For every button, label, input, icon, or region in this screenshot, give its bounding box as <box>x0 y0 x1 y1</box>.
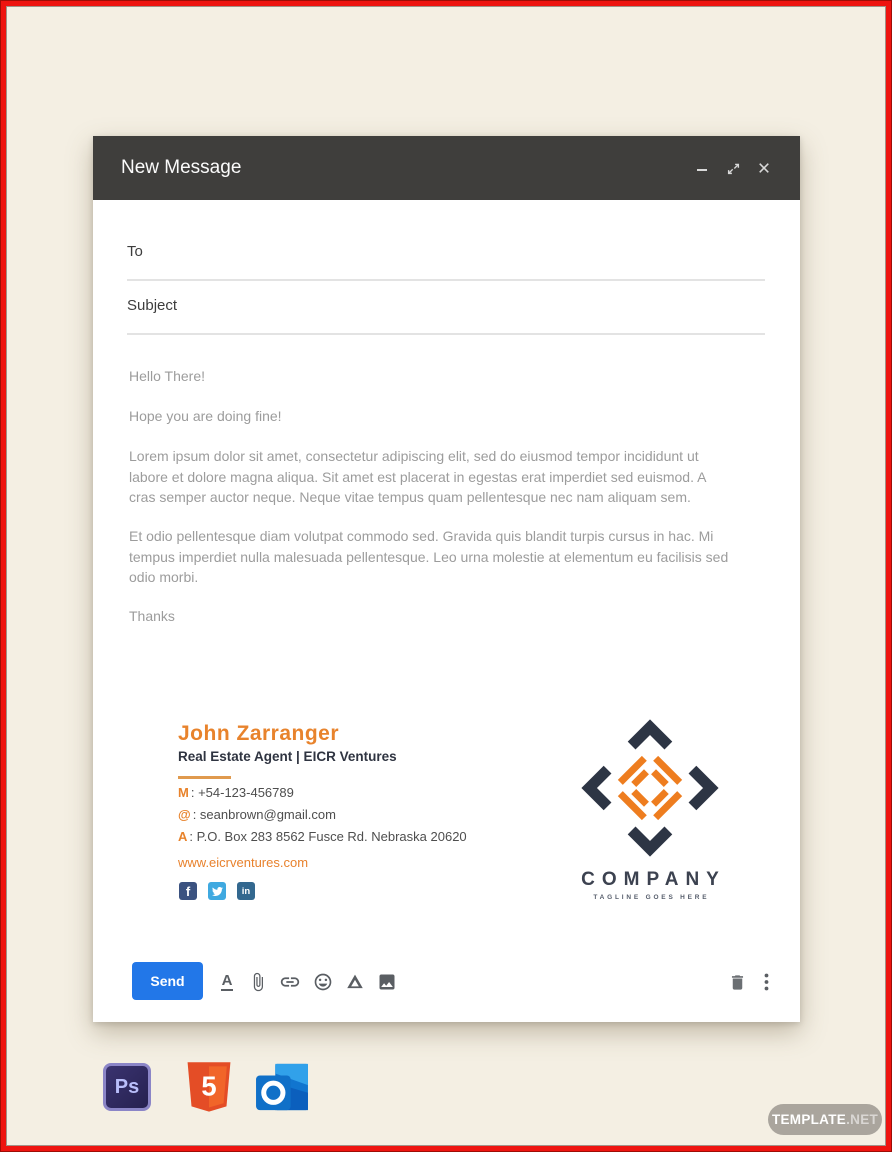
email-prefix: @ <box>178 807 191 822</box>
address-prefix: A <box>178 829 188 844</box>
signature-phone-row <box>178 785 294 800</box>
html5-icon <box>185 1060 233 1121</box>
body-opening[interactable]: Hope you are doing fine! <box>129 408 282 424</box>
red-border <box>1 1 891 1151</box>
address-value: : P.O. Box 283 8562 Fusce Rd. Nebraska 20620 <box>189 829 467 844</box>
social-links <box>179 882 255 900</box>
close-icon[interactable] <box>756 160 772 176</box>
body-greeting[interactable]: Hello There! <box>129 368 206 384</box>
attach-file-icon[interactable] <box>246 970 270 994</box>
outlook-icon <box>254 1062 310 1117</box>
twitter-icon[interactable] <box>208 882 226 900</box>
insert-drive-icon[interactable] <box>343 970 367 994</box>
subject-field-underline <box>127 333 765 335</box>
insert-emoji-icon[interactable] <box>311 970 335 994</box>
insert-photo-icon[interactable] <box>375 970 399 994</box>
window-controls <box>694 160 772 176</box>
company-logo <box>564 718 736 901</box>
facebook-icon[interactable]: f <box>179 882 197 900</box>
insert-link-icon[interactable] <box>278 970 302 994</box>
body-paragraph-1[interactable]: Lorem ipsum dolor sit amet, consectetur adipiscing elit, sed do eiusmod tempor incididunt ut labore et dolore magna aliqua. Sit amet est placerat in egestas erat imperdiet sed euismod. A cras semper auctor neque. Neque vitae tempus quam pellentesque nec nam aliquam sem. <box>129 448 706 505</box>
page-background <box>6 6 886 1146</box>
company-logo-mark <box>580 718 720 858</box>
formatting-options-icon[interactable]: A <box>221 972 233 989</box>
to-field-underline <box>127 279 765 281</box>
minimize-icon[interactable] <box>694 160 710 176</box>
phone-value: : +54-123-456789 <box>190 785 294 800</box>
titlebar <box>93 136 800 200</box>
email-value: : seanbrown@gmail.com <box>192 807 336 822</box>
linkedin-icon[interactable]: in <box>237 882 255 900</box>
signature-address-row <box>178 829 467 844</box>
phone-prefix: M <box>178 785 189 800</box>
photoshop-label: Ps <box>114 1075 140 1098</box>
subject-field[interactable]: Subject <box>127 297 178 314</box>
company-name: COMPANY <box>581 869 726 890</box>
signature-email-row <box>178 807 336 822</box>
window-title: New Message <box>121 157 242 178</box>
expand-icon[interactable] <box>725 160 741 176</box>
send-button[interactable]: Send <box>132 962 203 1000</box>
signature-website-link[interactable]: www.eicrventures.com <box>178 855 309 870</box>
signature-name: John Zarranger <box>178 722 340 745</box>
trash-icon[interactable] <box>725 970 749 994</box>
company-tagline: TAGLINE GOES HERE <box>593 894 710 901</box>
html5-label: 5 <box>201 1070 217 1102</box>
watermark-secondary: .NET <box>846 1112 879 1127</box>
signature-role: Real Estate Agent | EICR Ventures <box>178 749 397 764</box>
to-field[interactable]: To <box>127 243 143 260</box>
watermark-primary: TEMPLATE <box>771 1112 847 1127</box>
photoshop-icon <box>103 1063 151 1111</box>
compose-window <box>93 136 800 1022</box>
more-options-icon[interactable] <box>757 970 775 994</box>
signature-divider <box>178 776 231 779</box>
template-net-watermark[interactable] <box>768 1104 882 1135</box>
body-paragraph-2[interactable]: Et odio pellentesque diam volutpat commodo sed. Gravida quis blandit turpis cursus in hac. Mi tempus imperdiet nulla malesuada pellentesque. Leo urna molestie at elementum eu facilisis sed odio morbi. <box>129 528 729 585</box>
body-closing[interactable]: Thanks <box>129 608 175 624</box>
